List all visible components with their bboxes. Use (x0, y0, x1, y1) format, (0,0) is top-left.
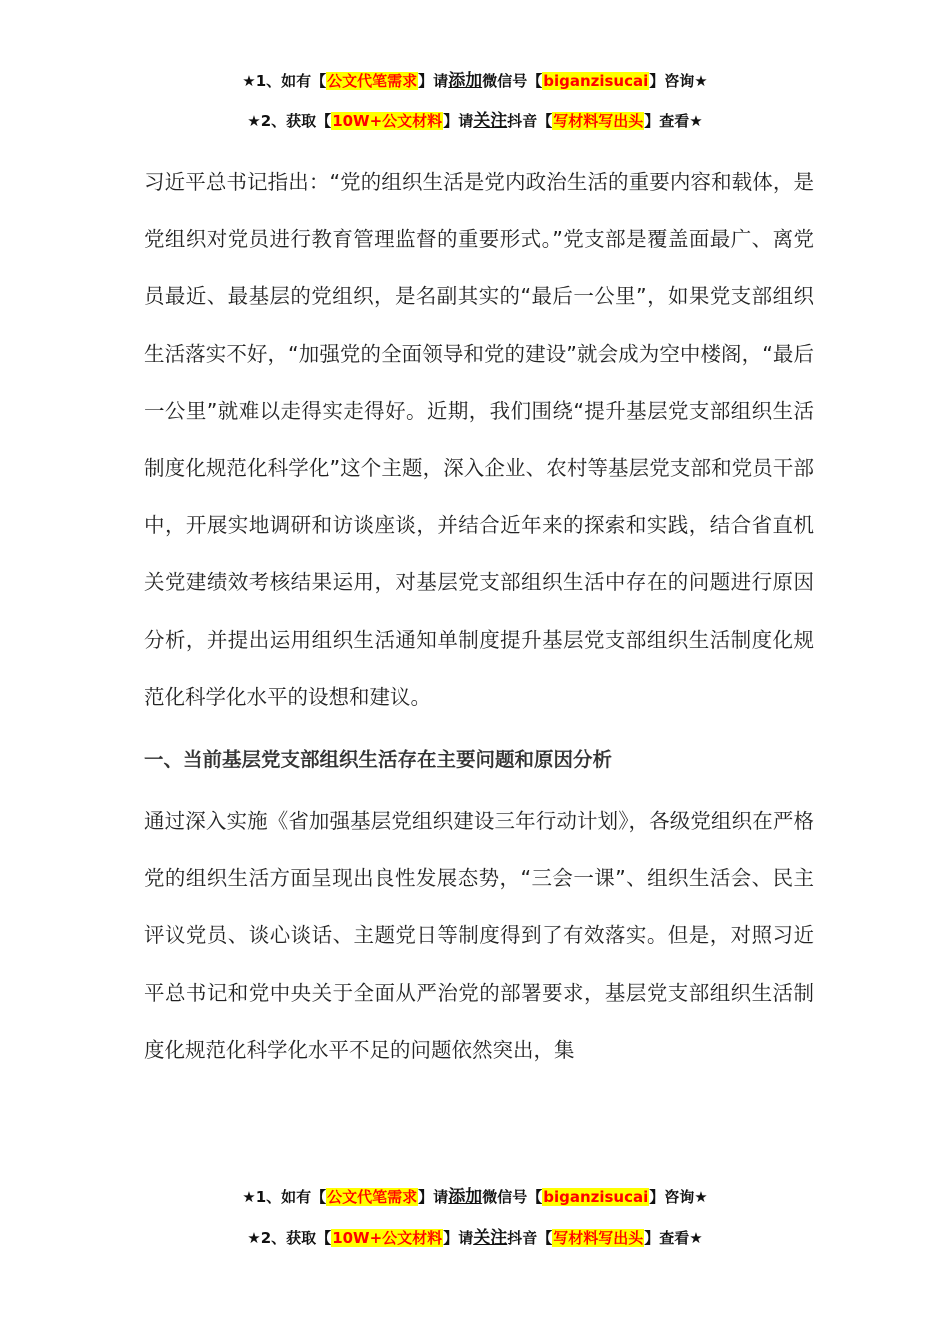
star-icon: ★ (242, 72, 256, 90)
underlined-action: 添加 (448, 1187, 483, 1207)
underlined-action: 添加 (448, 71, 483, 91)
banner-text: 】请 (443, 1229, 474, 1247)
underlined-action: 关注 (473, 111, 508, 131)
star-icon: ★ (689, 112, 703, 130)
banner-text: 】咨询 (649, 1188, 695, 1206)
banner-text: 】查看 (644, 1229, 690, 1247)
banner-text: 】咨询 (649, 72, 695, 90)
highlight-service: 公文代笔需求 (327, 1188, 418, 1206)
paragraph-section-1: 通过深入实施《省加强基层党组织建设三年行动计划》，各级党组织在严格党的组织生活方面呈现出良性发展态势，“三会一课”、组织生活会、民主评议党员、谈心谈话、主题党日等制度得到了有效落实。但是，对照习近平总书记和党中央关于全面从严治党的部署要求，基层党支部组织生活制度化规范化科学化水平不足的问题依然突出，集 (144, 809, 814, 1062)
highlight-douyin-account: 写材料写出头 (553, 112, 644, 130)
promo-banner-bottom-line2 (0, 1228, 950, 1248)
banner-text: 抖音【 (507, 112, 553, 130)
banner-text: 微信号【 (482, 72, 543, 90)
highlight-douyin-account: 写材料写出头 (553, 1229, 644, 1247)
star-icon: ★ (689, 1229, 703, 1247)
banner-text: 】请 (418, 72, 449, 90)
promo-banner-top-line2 (0, 111, 950, 131)
banner-text: 1、如有【 (255, 1188, 327, 1206)
section-heading: 一、当前基层党支部组织生活存在主要问题和原因分析 (144, 748, 613, 772)
highlight-wechat-id: biganzisucai (543, 1188, 649, 1206)
star-icon: ★ (694, 1188, 708, 1206)
document-body (144, 154, 814, 1079)
promo-banner-bottom-line1 (0, 1187, 950, 1207)
banner-text: 】查看 (644, 112, 690, 130)
highlight-materials: 10W+公文材料 (332, 112, 443, 130)
banner-text: 】请 (418, 1188, 449, 1206)
star-icon: ★ (694, 72, 708, 90)
highlight-wechat-id: biganzisucai (543, 72, 649, 90)
highlight-service: 公文代笔需求 (327, 72, 418, 90)
highlight-materials: 10W+公文材料 (332, 1229, 443, 1247)
promo-banner-top-line1 (0, 71, 950, 91)
paragraph-intro: 习近平总书记指出：“党的组织生活是党内政治生活的重要内容和载体，是党组织对党员进行教育管理监督的重要形式。”党支部是覆盖面最广、离党员最近、最基层的党组织，是名副其实的“最后一公里”，如果党支部组织生活落实不好，“加强党的全面领导和党的建设”就会成为空中楼阁，“最后一公里”就难以走得实走得好。近期，我们围绕“提升基层党支部组织生活制度化规范化科学化”这个主题，深入企业、农村等基层党支部和党员干部中，开展实地调研和访谈座谈，并结合近年来的探索和实践，结合省直机关党建绩效考核结果运用，对基层党支部组织生活中存在的问题进行原因分析，并提出运用组织生活通知单制度提升基层党支部组织生活制度化规范化科学化水平的设想和建议。 (144, 170, 814, 709)
star-icon: ★ (242, 1188, 256, 1206)
banner-text: 2、获取【 (260, 1229, 332, 1247)
banner-text: 微信号【 (482, 1188, 543, 1206)
banner-text: 抖音【 (507, 1229, 553, 1247)
star-icon: ★ (247, 1229, 261, 1247)
banner-text: 】请 (443, 112, 474, 130)
banner-text: 2、获取【 (260, 112, 332, 130)
underlined-action: 关注 (473, 1228, 508, 1248)
star-icon: ★ (247, 112, 261, 130)
banner-text: 1、如有【 (255, 72, 327, 90)
